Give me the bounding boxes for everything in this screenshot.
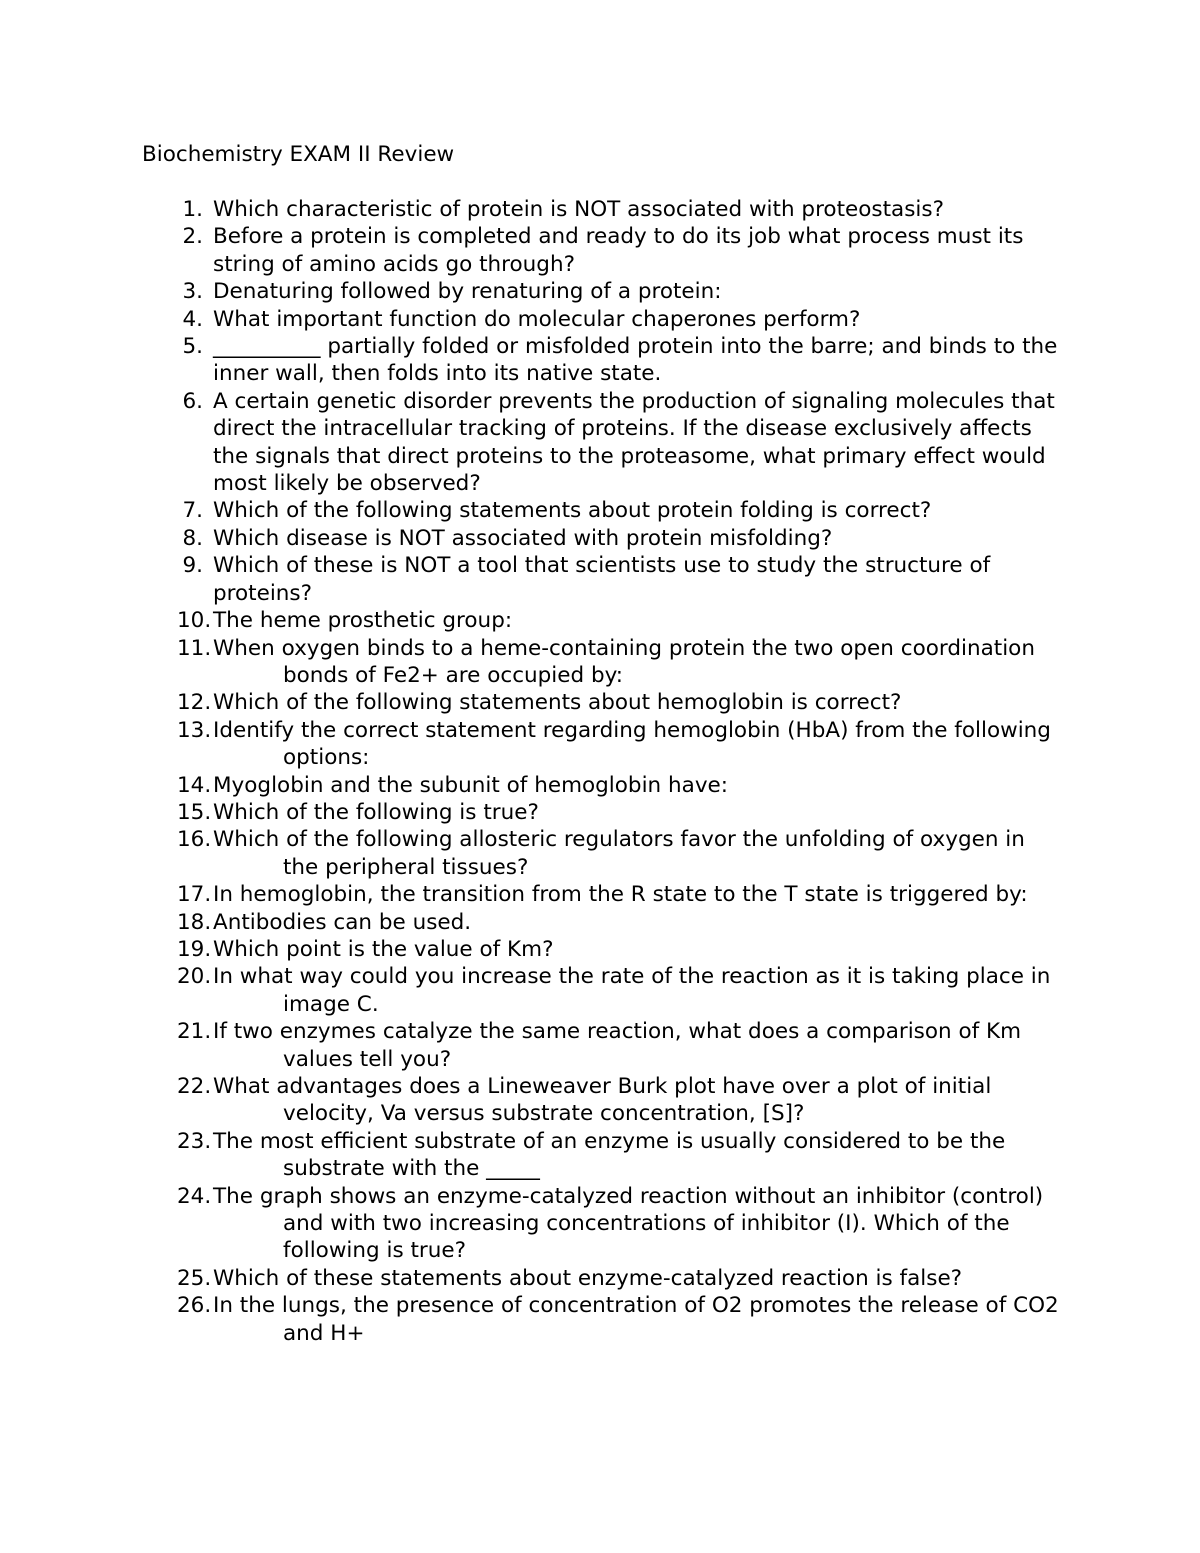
question-item (142, 196, 1062, 223)
question-item (142, 772, 1062, 799)
question-number: 25. (177, 1265, 212, 1291)
question-item (142, 799, 1062, 826)
question-text: The graph shows an enzyme-catalyzed reaction without an inhibitor (control) and with two increasing concentrations of inhibitor (I). Which of the following is true? (213, 1183, 1044, 1264)
question-text: In what way could you increase the rate of the reaction as it is taking place in image C. (213, 964, 1051, 1017)
question-number: 11. (177, 635, 212, 661)
question-text: Which of the following statements about protein folding is correct? (213, 498, 932, 524)
question-text: Which of the following allosteric regulators favor the unfolding of oxygen in the peripheral tissues? (213, 827, 1025, 880)
question-item (142, 278, 1062, 305)
question-item (142, 1292, 1062, 1347)
question-number: 13. (177, 717, 212, 743)
question-number: 26. (177, 1293, 212, 1319)
question-number: 8. (182, 525, 203, 551)
question-number: 18. (177, 909, 212, 935)
question-text: What advantages does a Lineweaver Burk plot have over a plot of initial velocity, Va versus substrate concentration, [S]? (213, 1074, 992, 1127)
question-item (142, 552, 1062, 607)
question-text: Which of these statements about enzyme-catalyzed reaction is false? (213, 1265, 963, 1291)
question-text: Which point is the value of Km? (213, 936, 554, 962)
question-item (142, 635, 1062, 690)
question-number: 9. (182, 553, 203, 579)
question-item (142, 607, 1062, 634)
question-number: 17. (177, 882, 212, 908)
question-text: Which of the following statements about hemoglobin is correct? (213, 690, 902, 716)
question-item (142, 388, 1062, 498)
question-text: Denaturing followed by renaturing of a protein: (213, 279, 722, 305)
question-item (142, 306, 1062, 333)
question-item (142, 936, 1062, 963)
question-number: 21. (177, 1019, 212, 1045)
question-text: Which disease is NOT associated with protein misfolding? (213, 525, 833, 551)
question-item (142, 963, 1062, 1018)
question-number: 20. (177, 964, 212, 990)
question-item (142, 525, 1062, 552)
question-text: Antibodies can be used. (213, 909, 472, 935)
question-number: 6. (182, 388, 203, 414)
question-number: 10. (177, 608, 212, 634)
question-number: 4. (182, 306, 203, 332)
question-text: Identify the correct statement regarding hemoglobin (HbA) from the following options: (213, 717, 1051, 771)
question-item (142, 333, 1062, 388)
question-number: 7. (182, 498, 203, 524)
question-item (142, 689, 1062, 716)
question-text: If two enzymes catalyze the same reaction, what does a comparison of Km values tell you? (213, 1019, 1022, 1072)
question-item (142, 1073, 1062, 1128)
question-number: 24. (177, 1183, 212, 1209)
question-number: 15. (177, 799, 212, 825)
question-text: The heme prosthetic group: (213, 608, 513, 634)
question-item (142, 223, 1062, 278)
question-item (142, 1018, 1062, 1073)
question-number: 16. (177, 827, 212, 853)
question-item (142, 497, 1062, 524)
question-text: Which of these is NOT a tool that scientists use to study the structure of proteins? (213, 553, 991, 606)
question-item (142, 1128, 1062, 1183)
question-text: In hemoglobin, the transition from the R state to the T state is triggered by: (213, 882, 1028, 908)
question-number: 3. (182, 279, 203, 305)
question-text: __________ partially folded or misfolded protein into the barre; and binds to the inner wall, then folds into its native state. (213, 334, 1058, 387)
question-text: In the lungs, the presence of concentration of O2 promotes the release of CO2 and H+ (213, 1293, 1059, 1346)
question-text: What important function do molecular chaperones perform? (213, 306, 861, 332)
question-text: Before a protein is completed and ready to do its job what process must its string of amino acids go through? (213, 224, 1024, 277)
question-item (142, 881, 1062, 908)
question-item (142, 1183, 1062, 1265)
question-number: 22. (177, 1074, 212, 1099)
question-item (142, 826, 1062, 881)
question-text: Which of the following is true? (213, 799, 539, 825)
document-title: Biochemistry EXAM II Review (142, 142, 455, 167)
question-text: Myoglobin and the subunit of hemoglobin have: (213, 772, 729, 798)
question-item (142, 1265, 1062, 1292)
question-number: 23. (177, 1128, 212, 1154)
question-text: A certain genetic disorder prevents the production of signaling molecules that direct the intracellular tracking of proteins. If the disease exclusively affects the signals that direct proteins to the proteasome, what primary effect would most likely be observed? (213, 388, 1055, 497)
question-number: 2. (182, 224, 203, 250)
question-list (142, 196, 1062, 1347)
question-item (142, 717, 1062, 772)
question-number: 14. (177, 772, 212, 798)
question-number: 12. (177, 690, 212, 716)
question-text: Which characteristic of protein is NOT associated with proteostasis? (213, 197, 944, 222)
question-number: 1. (182, 197, 203, 222)
question-number: 19. (177, 936, 212, 962)
question-text: The most efficient substrate of an enzyme is usually considered to be the substrate with the _____ (213, 1128, 1006, 1182)
question-item (142, 909, 1062, 936)
question-number: 5. (182, 334, 203, 360)
question-text: When oxygen binds to a heme-containing protein the two open coordination bonds of Fe2+ are occupied by: (213, 635, 1035, 688)
